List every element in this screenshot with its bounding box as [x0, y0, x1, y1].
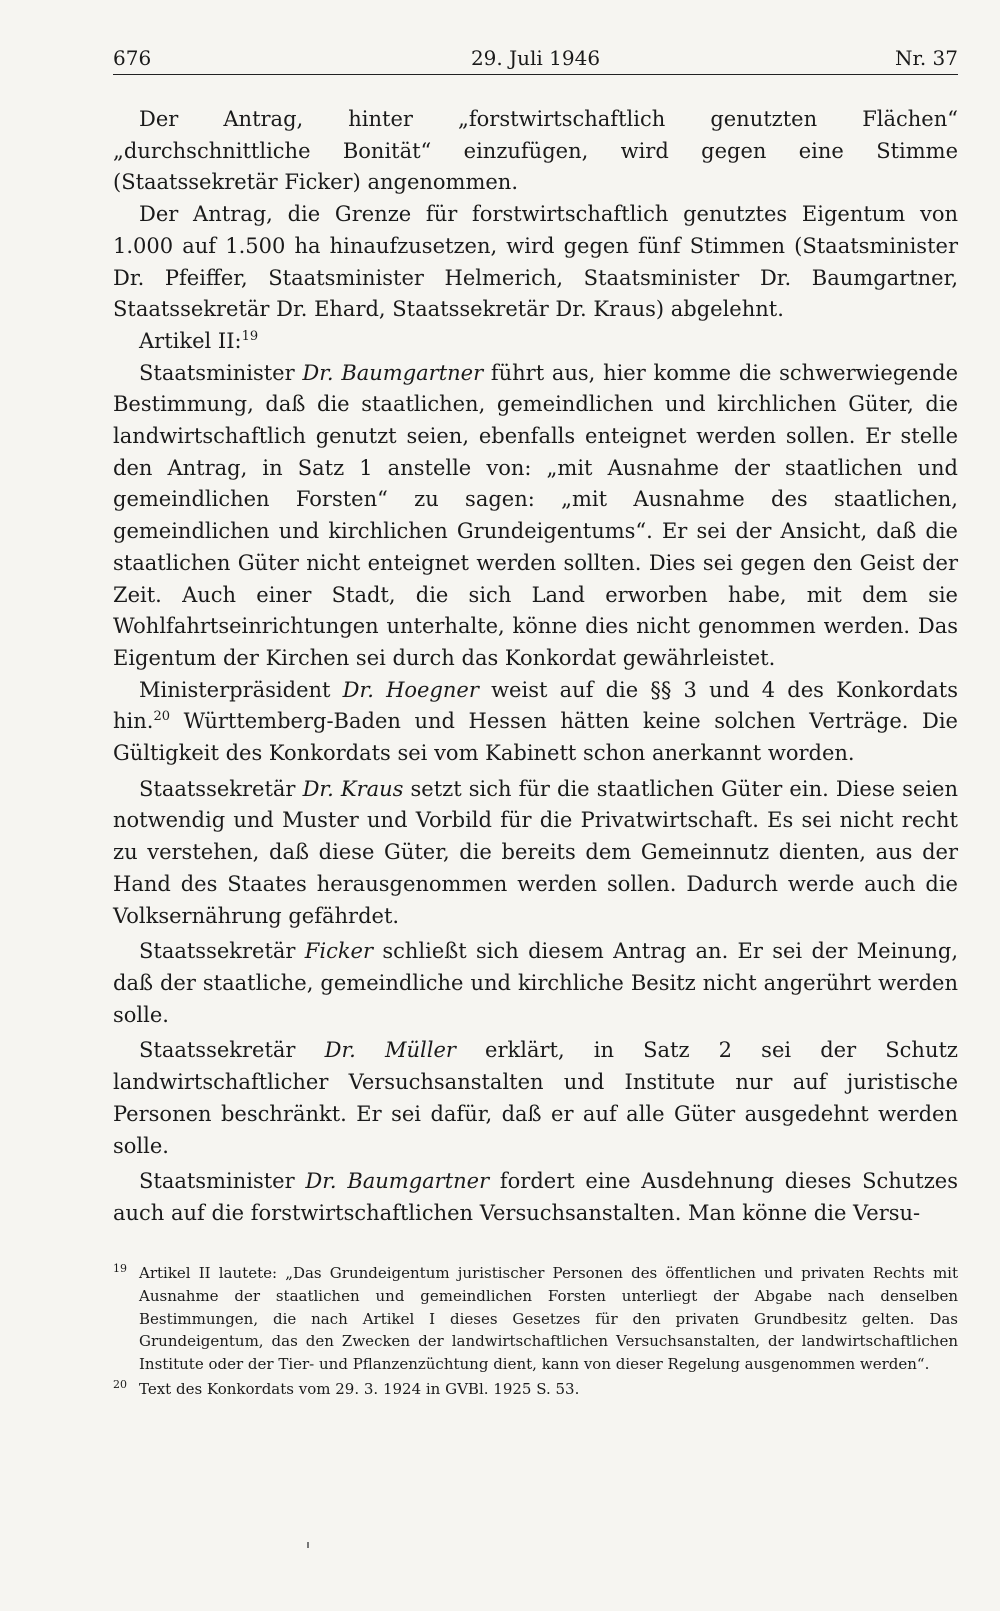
footnote-number: 19	[113, 1262, 127, 1275]
article-heading: Artikel II:	[139, 328, 242, 353]
print-speck	[307, 1542, 309, 1548]
footnote-text: Artikel II lautete: „Das Grundeigentum juristischer Personen des öffentlichen und privaten Rechts mit Ausnahme der staatlichen und gemeindlichen Forsten unterliegt der Abgabe nach denselben Bestimmungen, die nach Artikel I dieses Gesetzes für den privaten Grundbesitz gelten. Das Grundeigentum, das den Zwecken der landwirtschaftlichen Versuchsanstalten, der landwirtschaftlichen Institute oder der Tier- und Pflanzenzüchtung dient, kann von dieser Regelung ausgenommen werden“.	[139, 1264, 958, 1374]
speaker-name: Dr. Kraus	[302, 776, 404, 801]
paragraph-5: Ministerpräsident Dr. Hoegner weist auf die §§ 3 und 4 des Konkordats hin.$^{20}$ Württemberg-Baden und Hessen hätten keine solchen Verträge. Die Gültigkeit des Konkordats sei vom Kabinett schon anerkannt worden.	[113, 677, 958, 766]
paragraph-8: Staatssekretär Dr. Müller erklärt, in Satz 2 sei der Schutz landwirtschaftlicher Versuchsanstalten und Institute nur auf juristische Personen beschränkt. Er sei dafür, daß er auf alle Güter ausgedehnt werden solle.	[113, 1038, 958, 1158]
footnote-19	[113, 1262, 958, 1376]
header-date: 29. Juli 1946	[470, 46, 601, 70]
page-header	[113, 44, 958, 75]
speaker-name: Dr. Hoegner	[342, 677, 479, 702]
speaker-name: Dr. Baumgartner	[302, 360, 484, 385]
paragraph-9: Staatsminister Dr. Baumgartner fordert eine Ausdehnung dieses Schutzes auch auf die forstwirtschaftlichen Versuchsanstalten. Man könne die Versu-	[113, 1169, 958, 1225]
paragraph-3	[113, 326, 958, 358]
paragraph-6: Staatssekretär Dr. Kraus setzt sich für die staatlichen Güter ein. Diese seien notwendig und Muster und Vorbild für die Privatwirtschaft. Es sei nicht recht zu verstehen, daß diese Güter, die bereits dem Gemeinnutz dienten, aus der Hand des Staates herausgenommen werden sollen. Dadurch werde auch die Volksernährung gefährdet.	[113, 776, 958, 928]
issue-number: Nr. 37	[894, 46, 958, 70]
footnote-ref-20: 20	[153, 709, 170, 725]
paragraph-4: Staatsminister Dr. Baumgartner führt aus, hier komme die schwerwiegende Bestimmung, daß die staatlichen, gemeindlichen und kirchlichen Güter, die landwirtschaftlich genutzt seien, ebenfalls enteignet werden sollen. Er stelle den Antrag, in Satz 1 anstelle von: „mit Ausnahme der staatlichen und gemeindlichen Forsten“ zu sagen: „mit Ausnahme des staatlichen, gemeindlichen und kirchlichen Grundeigentums“. Er sei der Ansicht, daß die staatlichen Güter nicht enteignet werden sollten. Dies sei gegen den Geist der Zeit. Auch einer Stadt, die sich Land erworben habe, mit dem sie Wohlfahrtseinrichtungen unterhalte, könne dies nicht genommen werden. Das Eigentum der Kirchen sei durch das Konkordat gewährleistet.	[113, 360, 959, 670]
speaker-name: Dr. Baumgartner	[305, 1169, 490, 1194]
page-number: 676	[113, 46, 152, 70]
main-text	[113, 104, 958, 1230]
footnote-text: Text des Konkordats vom 29. 3. 1924 in GVBl. 1925 S. 53.	[139, 1379, 580, 1398]
footnote-20	[113, 1378, 958, 1401]
paragraph-2: Der Antrag, die Grenze für forstwirtschaftlich genutztes Eigentum von 1.000 auf 1.500 ha hinaufzusetzen, wird gegen fünf Stimmen (Staatsminister Dr. Pfeiffer, Staatsminister Helmerich, Staatsminister Dr. Baumgartner, Staatssekretär Dr. Ehard, Staatssekretär Dr. Kraus) abgelehnt.	[113, 202, 958, 322]
footnotes	[113, 1262, 958, 1403]
footnote-ref-19: 19	[241, 328, 259, 344]
paragraph-7: Staatssekretär Ficker schließt sich diesem Antrag an. Er sei der Meinung, daß der staatliche, gemeindliche und kirchliche Besitz nicht angerührt werden solle.	[113, 939, 958, 1027]
footnote-number: 20	[113, 1377, 127, 1391]
speaker-name: Dr. Müller	[324, 1038, 456, 1063]
speaker-name: Ficker	[304, 939, 374, 964]
paragraph-1: Der Antrag, hinter „forstwirtschaftlich genutzten Flächen“ „durchschnittliche Bonität“ einzufügen, wird gegen eine Stimme (Staatssekretär Ficker) angenommen.	[113, 107, 958, 195]
